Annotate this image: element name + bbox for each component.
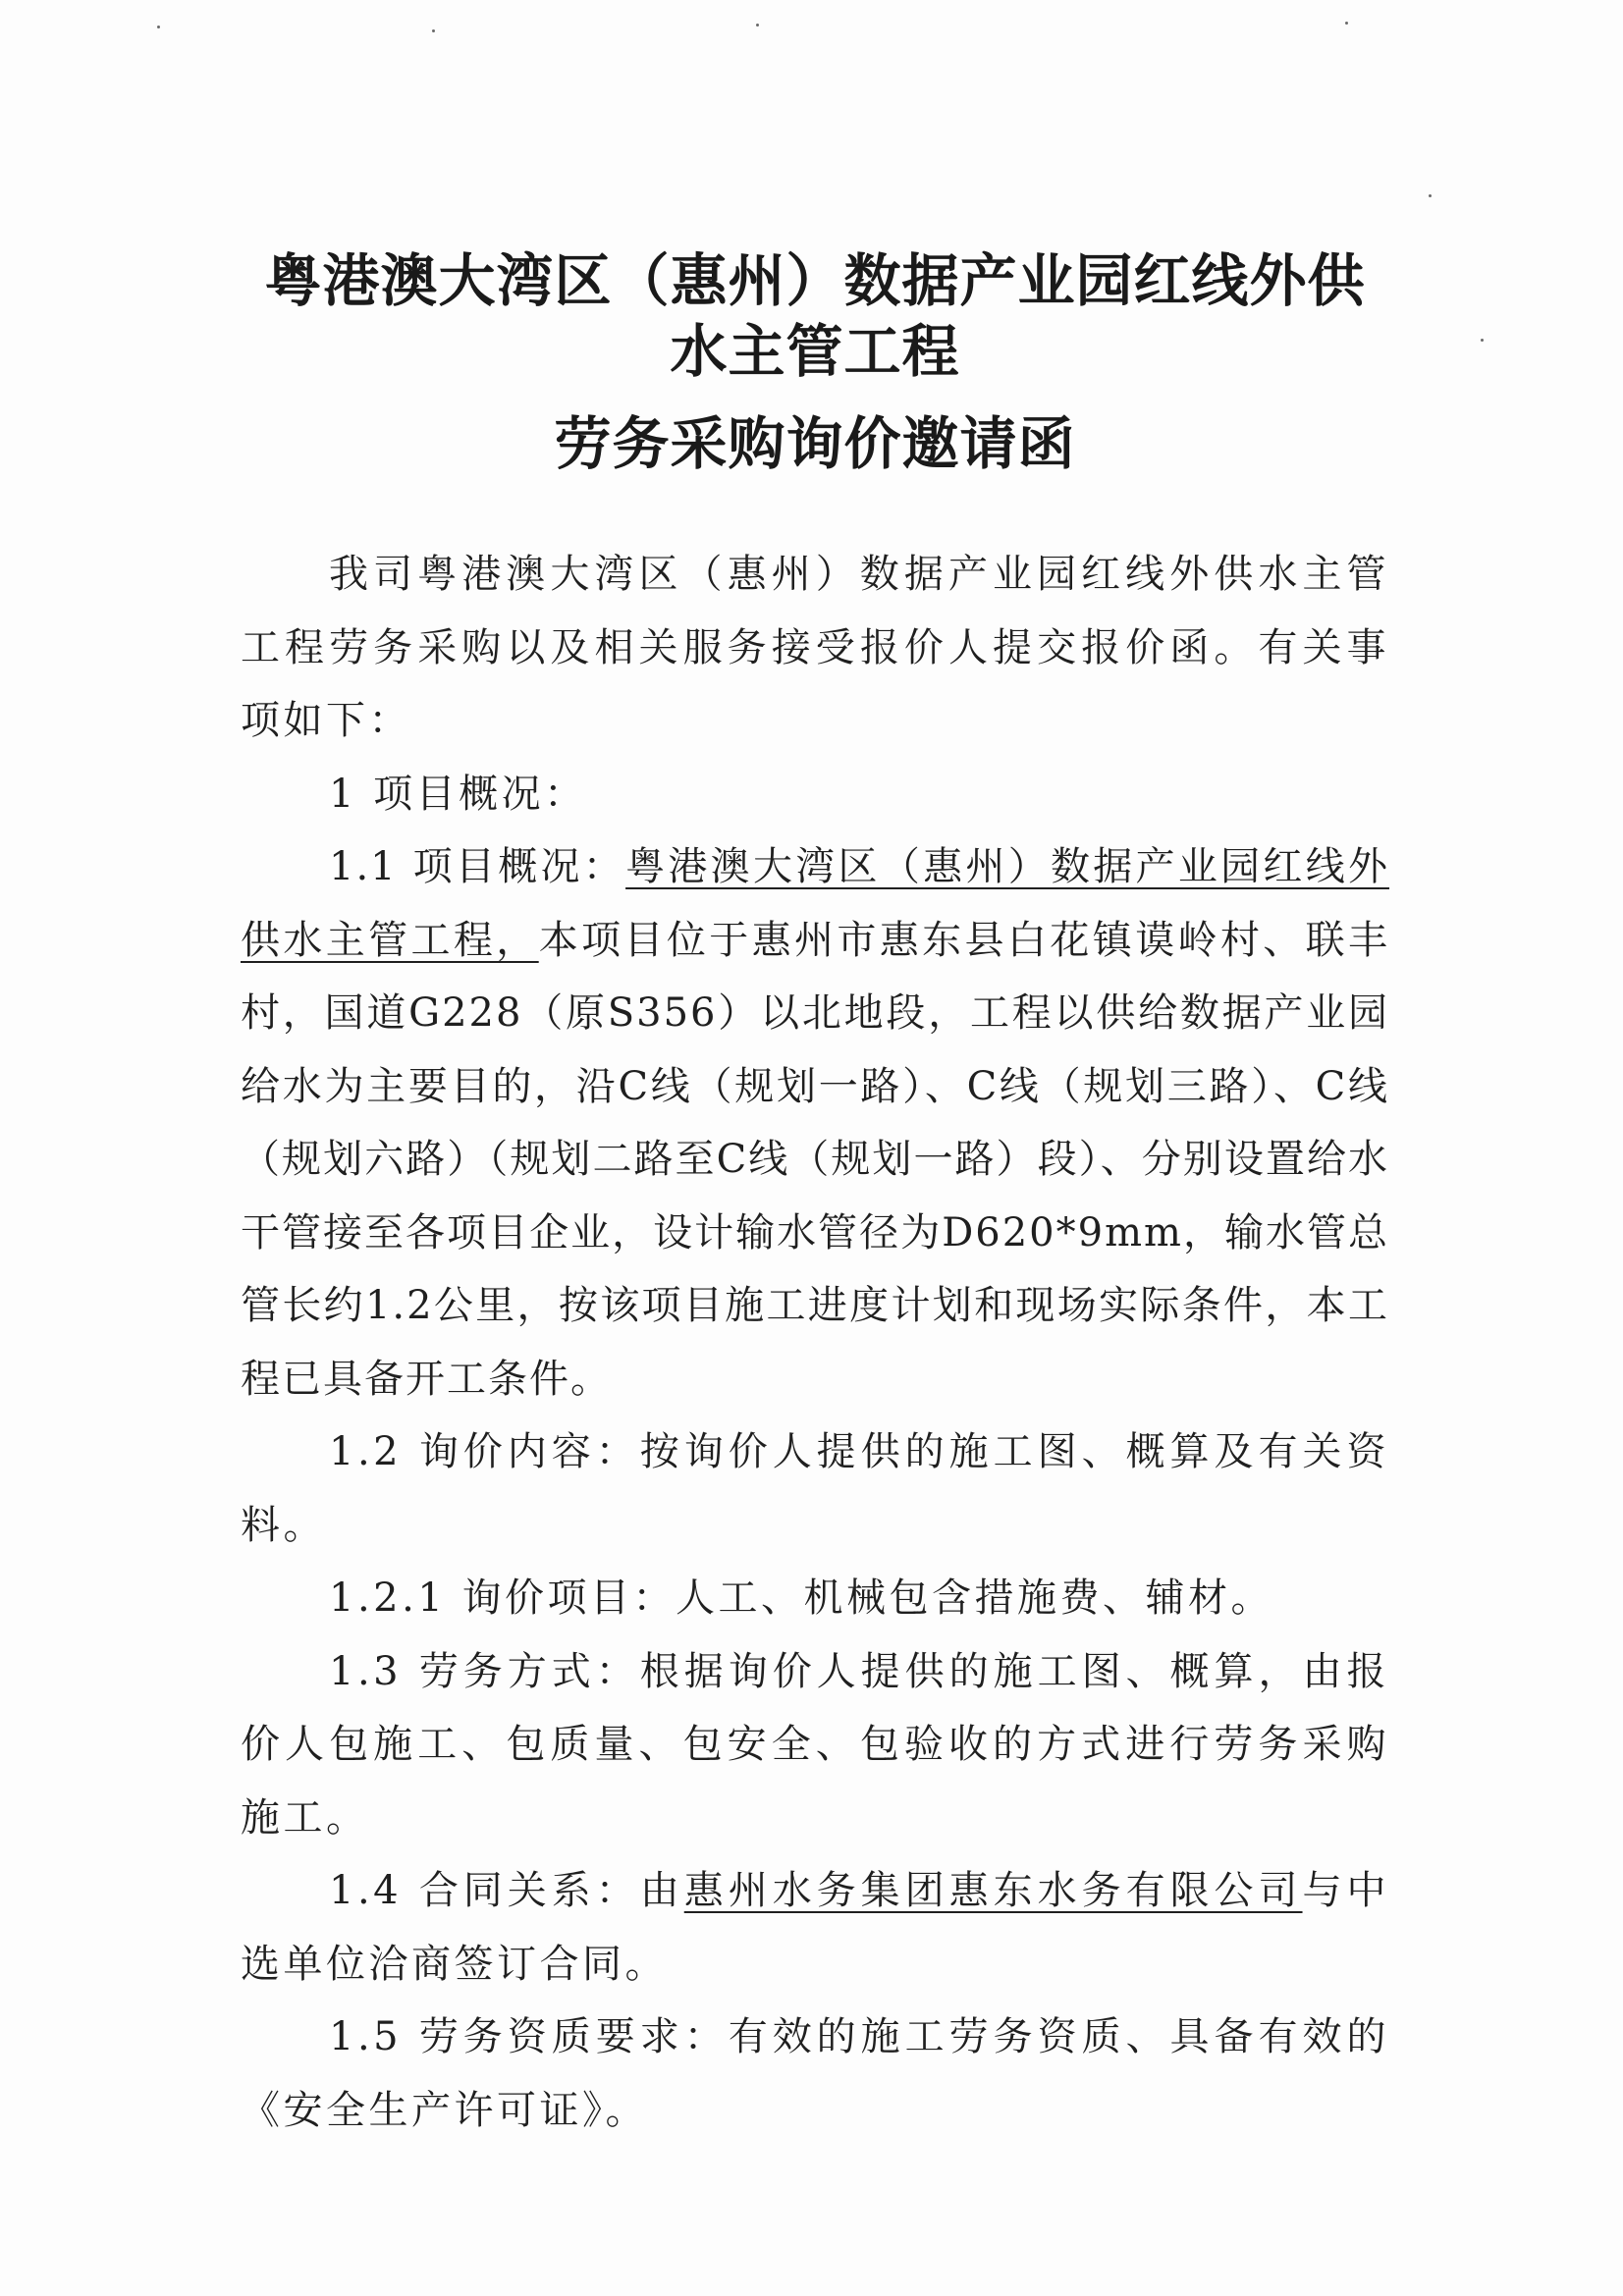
section-1-1-label: 1.1 项目概况： (329, 844, 626, 889)
company-name-underlined: 惠州水务集团惠东水务有限公司 (683, 1868, 1303, 1913)
document-body (241, 538, 1389, 2147)
title-line-1: 粤港澳大湾区（惠州）数据产业园红线外供 (264, 247, 1366, 314)
scan-speck (1429, 194, 1432, 197)
title-line-2: 水主管工程 (670, 318, 960, 385)
section-1-heading: 1 项目概况： (329, 771, 587, 817)
section-1-1-paragraph (241, 830, 1389, 1415)
scan-speck (1345, 22, 1348, 25)
document-title (226, 245, 1404, 479)
title-line-3: 劳务采购询价邀请函 (554, 410, 1076, 477)
section-1-4-prefix: 1.4 合同关系：由 (329, 1868, 684, 1913)
section-1-4-paragraph (241, 1854, 1389, 2001)
scan-speck (157, 26, 160, 28)
section-1-2-paragraph: 1.2 询价内容：按询价人提供的施工图、概算及有关资料。 (241, 1429, 1389, 1548)
scan-speck (1481, 339, 1484, 342)
scan-speck (756, 24, 759, 27)
section-1-4-suffix: 与中选单位洽商签订合同。 (241, 1868, 1390, 1987)
section-1-2-1-paragraph: 1.2.1 询价项目：人工、机械包含措施费、辅材。 (329, 1575, 1273, 1621)
intro-paragraph: 我司粤港澳大湾区（惠州）数据产业园红线外供水主管工程劳务采购以及相关服务接受报价人提交报价函。有关事项如下： (241, 552, 1389, 743)
section-1-1-text: 本项目位于惠州市惠东县白花镇谟岭村、联丰村，国道G228（原S356）以北地段，工程以供给数据产业园给水为主要目的，沿C线（规划一路）、C线（规划三路）、C线（规划六路）（规划二路至C线（规划一路）段）、分别设置给水干管接至各项目企业，设计输水管径为D620*9mm，输水管总管长约1.2公里，按该项目施工进度计划和现场实际条件，本工程已具备开工条件。 (241, 917, 1390, 1402)
section-1-3-paragraph: 1.3 劳务方式：根据询价人提供的施工图、概算，由报价人包施工、包质量、包安全、包验收的方式进行劳务采购施工。 (241, 1648, 1389, 1841)
project-name-underlined: 粤港澳大湾区（惠州）数据产业园红线外供水主管工程， (241, 844, 1390, 963)
section-1-5-paragraph: 1.5 劳务资质要求：有效的施工劳务资质、具备有效的《安全生产许可证》。 (241, 2014, 1389, 2133)
scan-speck (432, 29, 435, 32)
